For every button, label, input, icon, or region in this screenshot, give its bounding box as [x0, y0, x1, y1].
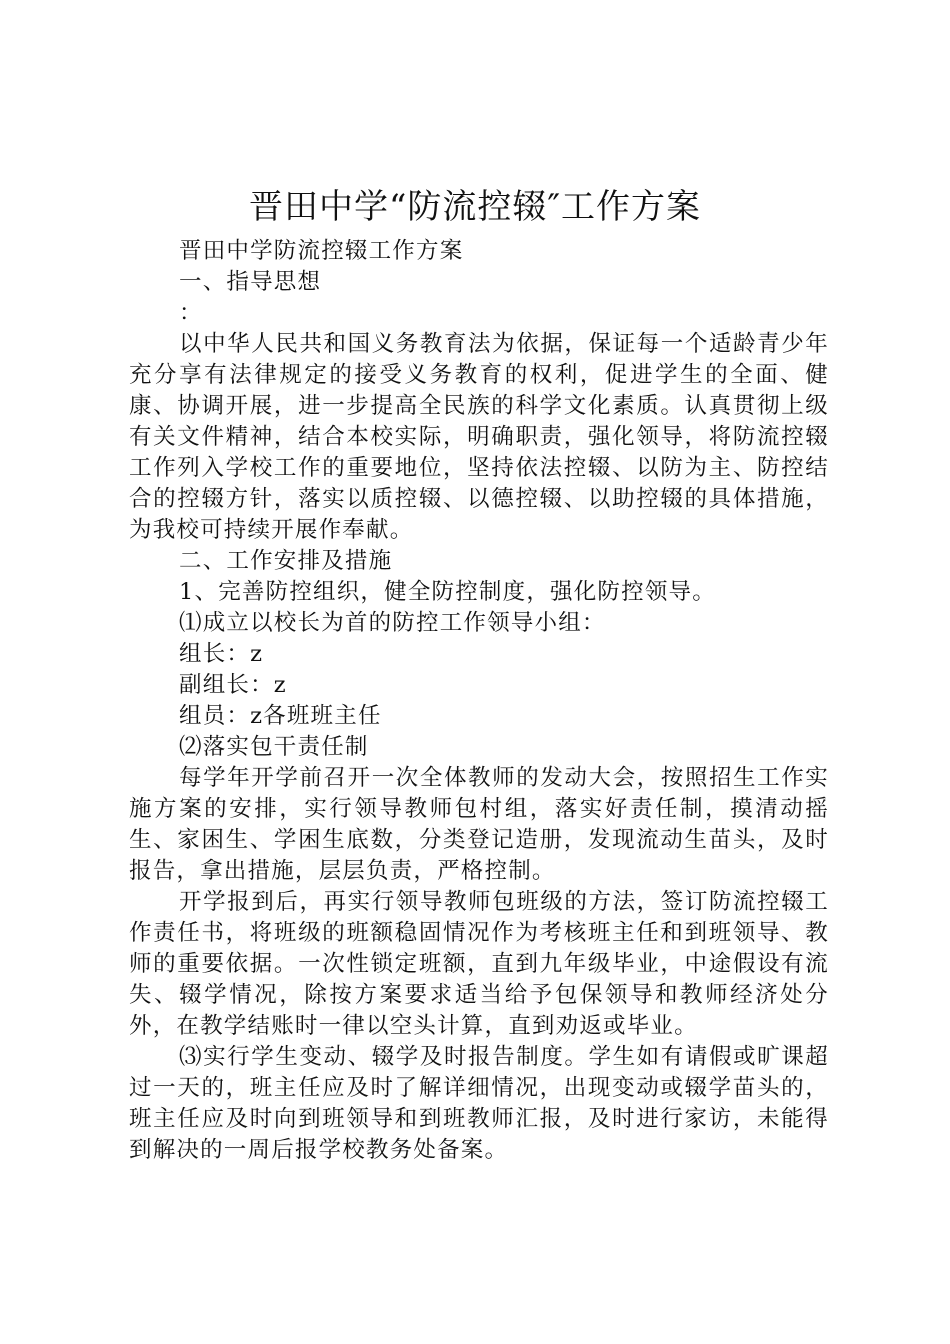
section-heading-work-arrangement: 二、工作安排及措施	[179, 548, 393, 574]
paragraph-class-contract: 开学报到后，再实行领导教师包班级的方法，签订防流控辍工作责任书，将班级的班额稳固情况作为考核班主任和到班领导、教师的重要依据。一次性锁定班额，直到九年级毕业，中途假设有流失、辍学情况，除按方案要求适当给予包保领导和教师经济处分外，在教学结账时一律以空头计算，直到劝返或毕业。	[129, 889, 829, 1039]
subtitle: 晋田中学防流控辍工作方案	[179, 238, 464, 264]
deputy-leader-line: 副组长：z	[179, 672, 287, 698]
members-line: 组员：z各班班主任	[179, 703, 382, 729]
list-item-1: 1、完善防控组织，健全防控制度，强化防控领导。	[179, 579, 716, 605]
colon-line: ：	[179, 300, 203, 326]
document-body	[129, 236, 829, 1166]
section-heading-guiding-ideology: 一、指导思想	[179, 269, 322, 295]
list-item-1-1: ⑴成立以校长为首的防控工作领导小组：	[179, 610, 606, 636]
document-title: 晋田中学“防流控辍″工作方案	[248, 187, 702, 227]
paragraph-guiding-ideology: 以中华人民共和国义务教育法为依据，保证每一个适龄青少年充分享有法律规定的接受义务教育的权利，促进学生的全面、健康、协调开展，进一步提高全民族的科学文化素质。认真贯彻上级有关文件精神，结合本校实际，明确职责，强化领导，将防流控辍工作列入学校工作的重要地位，坚持依法控辍、以防为主、防控结合的控辍方针，落实以质控辍、以德控辍、以助控辍的具体措施，为我校可持续开展作奉献。	[129, 331, 829, 543]
list-item-1-2: ⑵落实包干责任制	[179, 734, 369, 760]
leader-line: 组长：z	[179, 641, 264, 667]
paragraph-responsibility: 每学年开学前召开一次全体教师的发动大会，按照招生工作实施方案的安排，实行领导教师包村组，落实好责任制，摸清动摇生、家困生、学困生底数，分类登记造册，发现流动生苗头，及时报告，拿出措施，层层负责，严格控制。	[129, 765, 829, 884]
paragraph-reporting-system: ⑶实行学生变动、辍学及时报告制度。学生如有请假或旷课超过一天的，班主任应及时了解详细情况，出现变动或辍学苗头的，班主任应及时向到班领导和到班教师汇报，及时进行家访，未能得到解决的一周后报学校教务处备案。	[129, 1044, 829, 1163]
